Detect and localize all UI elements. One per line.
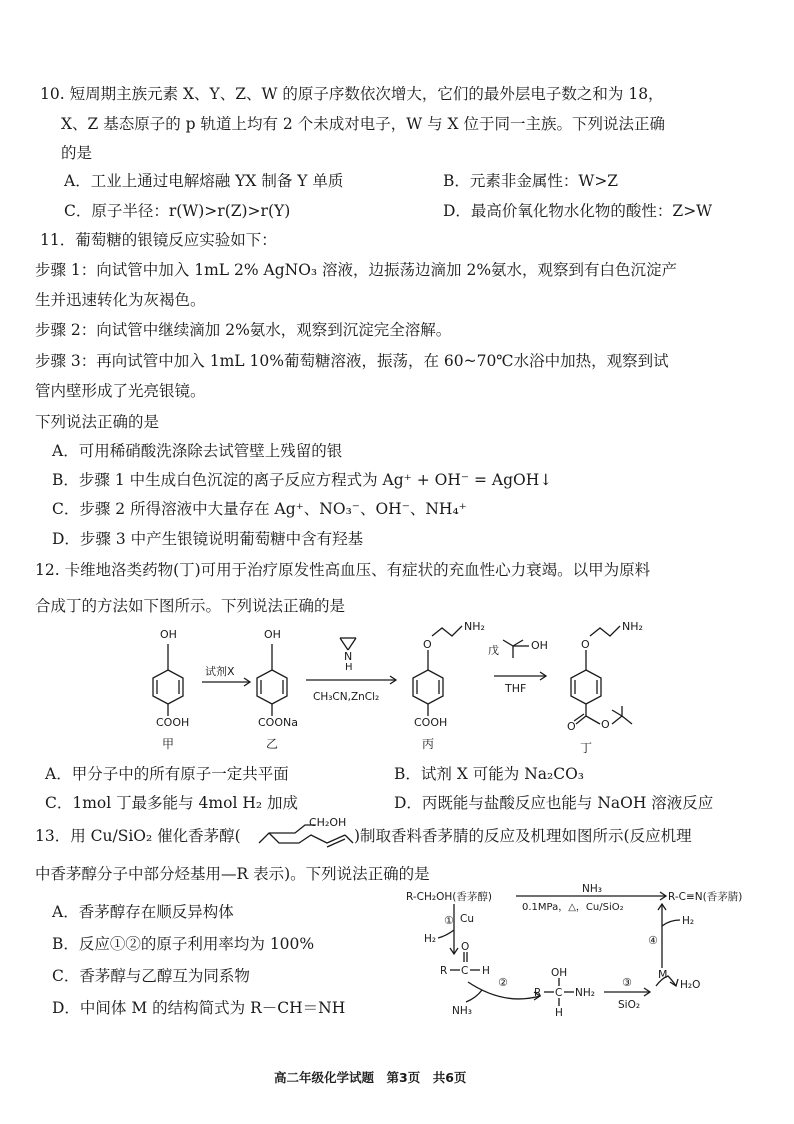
bing-nh2-label: NH₂ — [464, 620, 485, 633]
mech-int-oh-label: OH — [551, 967, 568, 979]
q10-option-a: A．工业上通过电解熔融 YX 制备 Y 单质 — [64, 172, 344, 190]
q13-option-d: D．中间体 M 的结构简式为 R－CH＝NH — [52, 999, 346, 1017]
aziridine-n-label: N — [344, 650, 353, 663]
mech-ald-h-label: H — [482, 965, 490, 977]
mech-product-label: R-C≡N(香茅腈) — [668, 891, 743, 903]
mech-h2-right-label: H₂ — [682, 915, 695, 927]
q12-line1: 12. 卡维地洛类药物(丁)可用于治疗原发性高血压、有症状的充血性心力衰竭。以甲为原料 — [35, 561, 651, 579]
q13-option-c: C．香茅醇与乙醇互为同系物 — [52, 967, 250, 985]
q11-step1-line2: 生并迅速转化为灰褐色。 — [35, 291, 206, 309]
q12-line2: 合成丁的方法如下图所示。下列说法正确的是 — [35, 597, 346, 615]
label-ding: 丁 — [580, 741, 593, 755]
mech-ald-r-label: R — [440, 965, 448, 977]
ding-carbonyl-o-label: O — [567, 720, 576, 733]
q11-option-c: C．步骤 2 所得溶液中大量存在 Ag⁺、NO₃⁻、OH⁻、NH₄⁺ — [52, 500, 467, 518]
q12-option-a: A．甲分子中的所有原子一定共平面 — [45, 765, 289, 783]
mech-top-cond-b: 0.1MPa，△，Cu/SiO₂ — [522, 902, 624, 913]
yi-oh-label: OH — [264, 628, 281, 641]
citronellol-ch2oh-label: CH₂OH — [309, 817, 347, 829]
mech-start-label: R-CH₂OH(香茅醇) — [406, 891, 492, 903]
q10-line2: X、Z 基态原子的 p 轨道上均有 2 个未成对电子，W 与 X 位于同一主族。下列说法正确 — [61, 115, 665, 133]
q11-step1-line1: 步骤 1：向试管中加入 1mL 2% AgNO₃ 溶液，边振荡边滴加 2%氨水，观察到有白色沉淀产 — [35, 261, 678, 279]
mech-int-c-label: C — [555, 987, 563, 999]
q13-line1-part2: )制取香料香茅腈的反应及机理如图所示(反应机理 — [354, 827, 692, 845]
q13-option-b: B．反应①②的原子利用率均为 100% — [52, 935, 315, 953]
mech-cu-label: Cu — [460, 913, 474, 925]
q12-option-b: B．试剂 X 可能为 Na₂CO₃ — [394, 765, 585, 783]
reagent-3a-label: 戊 — [488, 644, 499, 657]
tbuoh-oh-label: OH — [531, 639, 548, 652]
mech-step3-label: ③ — [622, 976, 632, 989]
mech-int-nh2-label: NH₂ — [575, 987, 595, 999]
mech-ald-o-label: O — [461, 941, 470, 953]
mech-int-r-label: R — [534, 987, 542, 999]
ding-ester-o-label: O — [601, 718, 610, 731]
mech-step1-label: ① — [444, 914, 454, 927]
q12-option-c: C．1mol 丁最多能与 4mol H₂ 加成 — [45, 794, 298, 812]
mech-nh3-label: NH₃ — [452, 1005, 472, 1017]
compound-bing-ring — [413, 626, 462, 716]
jia-oh-label: OH — [160, 628, 177, 641]
q11-step2: 步骤 2：向试管中继续滴加 2%氨水，观察到沉淀完全溶解。 — [35, 321, 452, 339]
reagent-3b-label: THF — [505, 682, 527, 695]
reagent-x-label: 试剂X — [205, 665, 235, 678]
q10-line3: 的是 — [61, 144, 93, 162]
jia-cooh-label: COOH — [156, 716, 190, 729]
q11-option-d: D．步骤 3 中产生银镜说明葡萄糖中含有羟基 — [52, 530, 364, 548]
q11-stem: 下列说法正确的是 — [35, 413, 160, 431]
mech-sio2-label: SiO₂ — [618, 999, 641, 1011]
mech-step2-label: ② — [498, 976, 508, 989]
q11-step3-line2: 管内壁形成了光亮银镜。 — [35, 382, 206, 400]
ding-o-label: O — [581, 638, 590, 651]
q13-mechanism-diagram — [404, 882, 794, 1022]
mech-top-cond-a: NH₃ — [582, 883, 602, 895]
mech-int-h-label: H — [555, 1007, 563, 1019]
yi-coona-label: COONa — [258, 716, 298, 729]
q11-option-b: B．步骤 1 中生成白色沉淀的离子反应方程式为 Ag⁺ + OH⁻ = AgOH↓ — [52, 471, 553, 489]
q13-line2: 中香茅醇分子中部分烃基用—R 表示)。下列说法正确的是 — [35, 865, 430, 883]
mech-ald-c-label: C — [461, 965, 469, 977]
label-jia: 甲 — [162, 737, 175, 751]
q11-title: 11．葡萄糖的银镜反应实验如下： — [40, 231, 277, 249]
q10-option-c: C．原子半径：r(W)>r(Z)>r(Y) — [64, 202, 291, 220]
aziridine-reagent — [340, 638, 356, 650]
bing-o-label: O — [423, 638, 432, 651]
q13-option-a: A．香茅醇存在顺反异构体 — [52, 903, 234, 921]
q10-option-d: D．最高价氧化物水化物的酸性：Z>W — [443, 202, 713, 220]
compound-jia-ring — [153, 644, 183, 716]
q12-option-d: D．丙既能与盐酸反应也能与 NaOH 溶液反应 — [394, 794, 714, 812]
label-yi: 乙 — [266, 737, 279, 751]
q11-step3-line1: 步骤 3：再向试管中加入 1mL 10%葡萄糖溶液，振荡，在 60~70℃水浴中加热，观察到试 — [35, 352, 669, 370]
tert-butanol-reagent — [503, 640, 529, 658]
q10-line1: 10. 短周期主族元素 X、Y、Z、W 的原子序数依次增大，它们的最外层电子数之和为 18， — [40, 85, 664, 103]
aziridine-h-label: H — [345, 662, 353, 673]
q12-synthesis-scheme — [0, 618, 794, 758]
q13-line1-part1: 13．用 Cu/SiO₂ 催化香茅醇( — [35, 827, 241, 845]
mech-h2-left-label: H₂ — [424, 933, 437, 945]
q10-option-b: B．元素非金属性：W>Z — [443, 172, 619, 190]
page-footer: 高二年级化学试题 第3页 共6页 — [274, 1070, 467, 1085]
mech-step4-label: ④ — [648, 934, 658, 947]
reagent-2-label: CH₃CN,ZnCl₂ — [313, 691, 380, 703]
mech-m-label: M — [658, 968, 668, 981]
ding-nh2-label: NH₂ — [622, 620, 643, 633]
q11-option-a: A．可用稀硝酸洗涤除去试管壁上残留的银 — [52, 442, 343, 460]
citronellol-structure — [255, 817, 359, 851]
label-bing: 丙 — [422, 737, 435, 751]
compound-yi-ring — [257, 644, 287, 716]
mech-h2o-label: H₂O — [680, 979, 701, 991]
bing-cooh-label: COOH — [414, 716, 448, 729]
